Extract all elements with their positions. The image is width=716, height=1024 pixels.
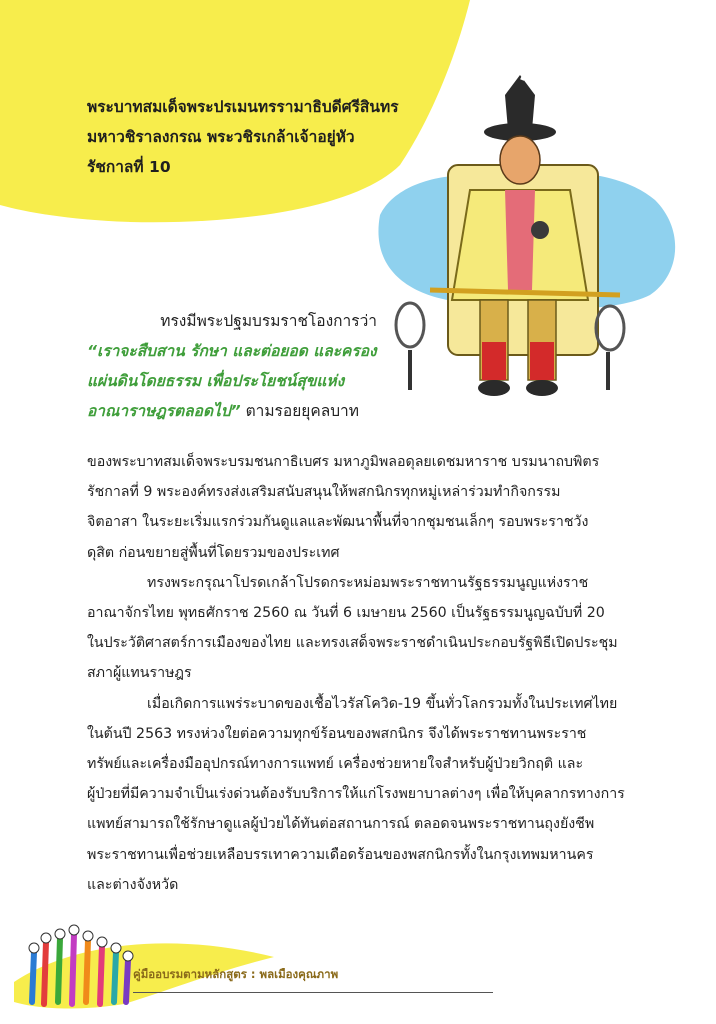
quote-tail: ตามรอยยุคลบาท [240, 402, 359, 420]
paragraph-line: พระราชทานเพื่อช่วยเหลือบรรเทาความเดือดร้อนของพสกนิกรทั้งในกรุงเทพมหานคร [87, 846, 594, 863]
paragraph-2 [87, 568, 647, 689]
paragraph-1 [87, 447, 647, 568]
paragraph-line: ดุสิต ก่อนขยายสู่พื้นที่โดยรวมของประเทศ [87, 544, 340, 561]
paragraph-line: ทรงพระกรุณาโปรดเกล้าโปรดกระหม่อมพระราชทานรัฐธรรมนูญแห่งราช [147, 574, 589, 591]
king-illustration [360, 70, 680, 430]
heading-line-2: มหาวชิราลงกรณ พระวชิรเกล้าเจ้าอยู่หัว [87, 128, 355, 146]
paragraph-line: แพทย์สามารถใช้รักษาดูแลผู้ป่วยได้ทันต่อสถานการณ์ ตลอดจนพระราชทานถุงยังชีพ [87, 816, 595, 833]
paragraph-line: จิตอาสา ในระยะเริ่มแรกร่วมกันดูแลและพัฒนาพื้นที่จากชุมชนเล็กๆ รอบพระราชวัง [87, 514, 589, 531]
paragraph-line: ในประวัติศาสตร์การเมืองของไทย และทรงเสด็จพระราชดำเนินประกอบรัฐพิธีเปิดประชุม [87, 635, 618, 652]
paragraph-line: อาณาจักรไทย พุทธศักราช 2560 ณ วันที่ 6 เมษายน 2560 เป็นรัฐธรรมนูญฉบับที่ 20 [87, 605, 605, 622]
quote-line-3: อาณาราษฎรตลอดไป” [87, 402, 241, 420]
quote-line-2: แผ่นดินโดยธรรม เพื่อประโยชน์สุขแห่ง [87, 372, 345, 390]
paragraph-line: ทรัพย์และเครื่องมืออุปกรณ์ทางการแพทย์ เครื่องช่วยหายใจสำหรับผู้ป่วยวิกฤติ และ [87, 756, 584, 773]
paragraph-line: ผู้ป่วยที่มีความจำเป็นเร่งด่วนต้องรับบริการให้แก่โรงพยาบาลต่างๆ เพื่อให้บุคลากรทางการ [87, 786, 625, 803]
paragraph-line: รัชกาลที่ 9 พระองค์ทรงส่งเสริมสนับสนุนให้พสกนิกรทุกหมู่เหล่าร่วมทำกิจกรรม [87, 484, 561, 501]
paragraph-line: และต่างจังหวัด [87, 876, 179, 893]
footer-figures-illustration [14, 912, 514, 1012]
paragraph-line: ในต้นปี 2563 ทรงห่วงใยต่อความทุกข์ร้อนของพสกนิกร จึงได้พระราชทานพระราช [87, 725, 587, 742]
paragraph-line: เมื่อเกิดการแพร่ระบาดของเชื้อไวรัสโควิด-19 ขึ้นทั่วโลกรวมทั้งในประเทศไทย [147, 695, 618, 712]
body-text [87, 447, 647, 900]
paragraph-line: ของพระบาทสมเด็จพระบรมชนกาธิเบศร มหาภูมิพลอดุลยเดชมหาราช บรมนาถบพิตร [87, 454, 600, 470]
footer-divider [133, 992, 493, 993]
quote-line-1: “เราจะสืบสาน รักษา และต่อยอด และครอง [87, 342, 377, 360]
paragraph-line: สภาผู้แทนราษฎร [87, 665, 192, 682]
quote-lead: ทรงมีพระปฐมบรมราชโองการว่า [160, 312, 377, 330]
heading-line-1: พระบาทสมเด็จพระปรเมนทรรามาธิบดีศรีสินทร [87, 98, 399, 116]
footer-title: คู่มืออบรมตามหลักสูตร : พลเมืองคุณภาพ [133, 967, 339, 981]
paragraph-3 [87, 689, 647, 900]
royal-quote-block [87, 306, 377, 426]
heading-line-3: รัชกาลที่ 10 [87, 158, 171, 176]
